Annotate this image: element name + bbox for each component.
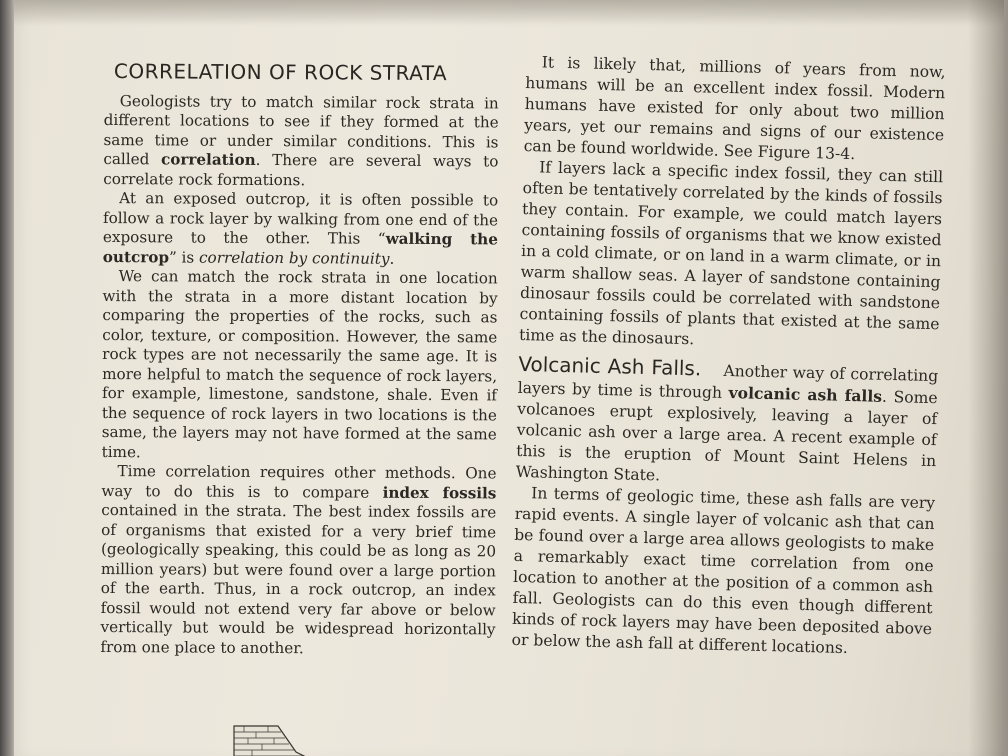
paragraph-correlation: Geologists try to match similar rock strata in different locations to see if they formed at the same time or under similar conditions. This is called correlation. There are several ways to correlate rock formations. <box>103 91 499 189</box>
subsection-title: Volcanic Ash Falls. <box>518 351 702 381</box>
page-gutter-shadow <box>968 0 1008 756</box>
paragraph-geologic-time: In terms of geologic time, these ash falls are very rapid events. A single layer of volcanic ash that can be found over a large area allows geologists to make a remarkably exact time correlation from one location to another at the position of a common ash fall. Geologists can do this even though different kinds of rock layers may have been deposited above or below the ash fall at different locations. <box>511 484 936 658</box>
rock-strata-figure-fragment <box>226 722 316 756</box>
term-correlation-by-continuity: correlation by continuity <box>199 248 390 268</box>
paragraph-outcrop: At an exposed outcrop, it is often possible to follow a rock layer by walking from one end of the exposure to the other. This “walking the outcrop” is correlation by continuity. <box>102 189 499 268</box>
page-shadow <box>14 0 1004 26</box>
paragraph-volcanic-ash: Volcanic Ash Falls. Another way of correlating layers by time is through volcanic ash falls. Some volcanoes erupt explosively, leaving a layer of volcanic ash over a large area. A recent example of this is the eruption of Mount Saint Helens in Washington State. <box>515 351 939 485</box>
paragraph-rock-sequence: We can match the rock strata in one location with the strata in a more distant location by comparing the properties of the rocks, such as color, texture, or composition. However, the same rock types are not necessarily the same age. It is more helpful to match the sequence of rock layers, for example, limestone, sandstone, shale. Even if the sequence of rock layers in two locations is the same, the layers may not have formed at the same time. <box>101 267 498 461</box>
term-correlation: correlation <box>160 150 256 169</box>
left-column <box>100 59 499 659</box>
paragraph-humans-index-fossil: It is likely that, millions of years from now, humans will be an excellent index fossil. Modern humans have existed for only about two million years, yet our remains and signs of our existence can be found worldwide. See Figure 13-4. <box>523 53 946 164</box>
right-column <box>511 52 946 661</box>
term-index-fossils: index fossils <box>382 483 497 502</box>
paragraph-kinds-of-fossils: If layers lack a specific index fossil, they can still often be tentatively correlated by the kinds of fossils they contain. For example, we could match layers containing fossils of organisms that we know existed in a cold climate, or on land in a warm climate, or in warm shallow seas. A layer of sandstone containing dinosaur fossils could be correlated with sandstone containing fossils of plants that existed at the same time as the dinosaurs. <box>518 158 944 349</box>
term-walking-the-outcrop: walking the outcrop <box>102 229 498 266</box>
term-volcanic-ash-falls: volcanic ash falls <box>728 383 883 406</box>
section-title: CORRELATION OF ROCK STRATA <box>113 59 448 86</box>
paragraph-index-fossils: Time correlation requires other methods. One way to do this is to compare index fossils contained in the strata. The best index fossils are of organisms that existed for a very brief time (geologically speaking, this could be as long as 20 million years) but were found over a large portion of the earth. Thus, in a rock outcrop, an index fossil would not extend very far above or below vertically but would be widespread horizontally from one place to another. <box>100 462 497 657</box>
